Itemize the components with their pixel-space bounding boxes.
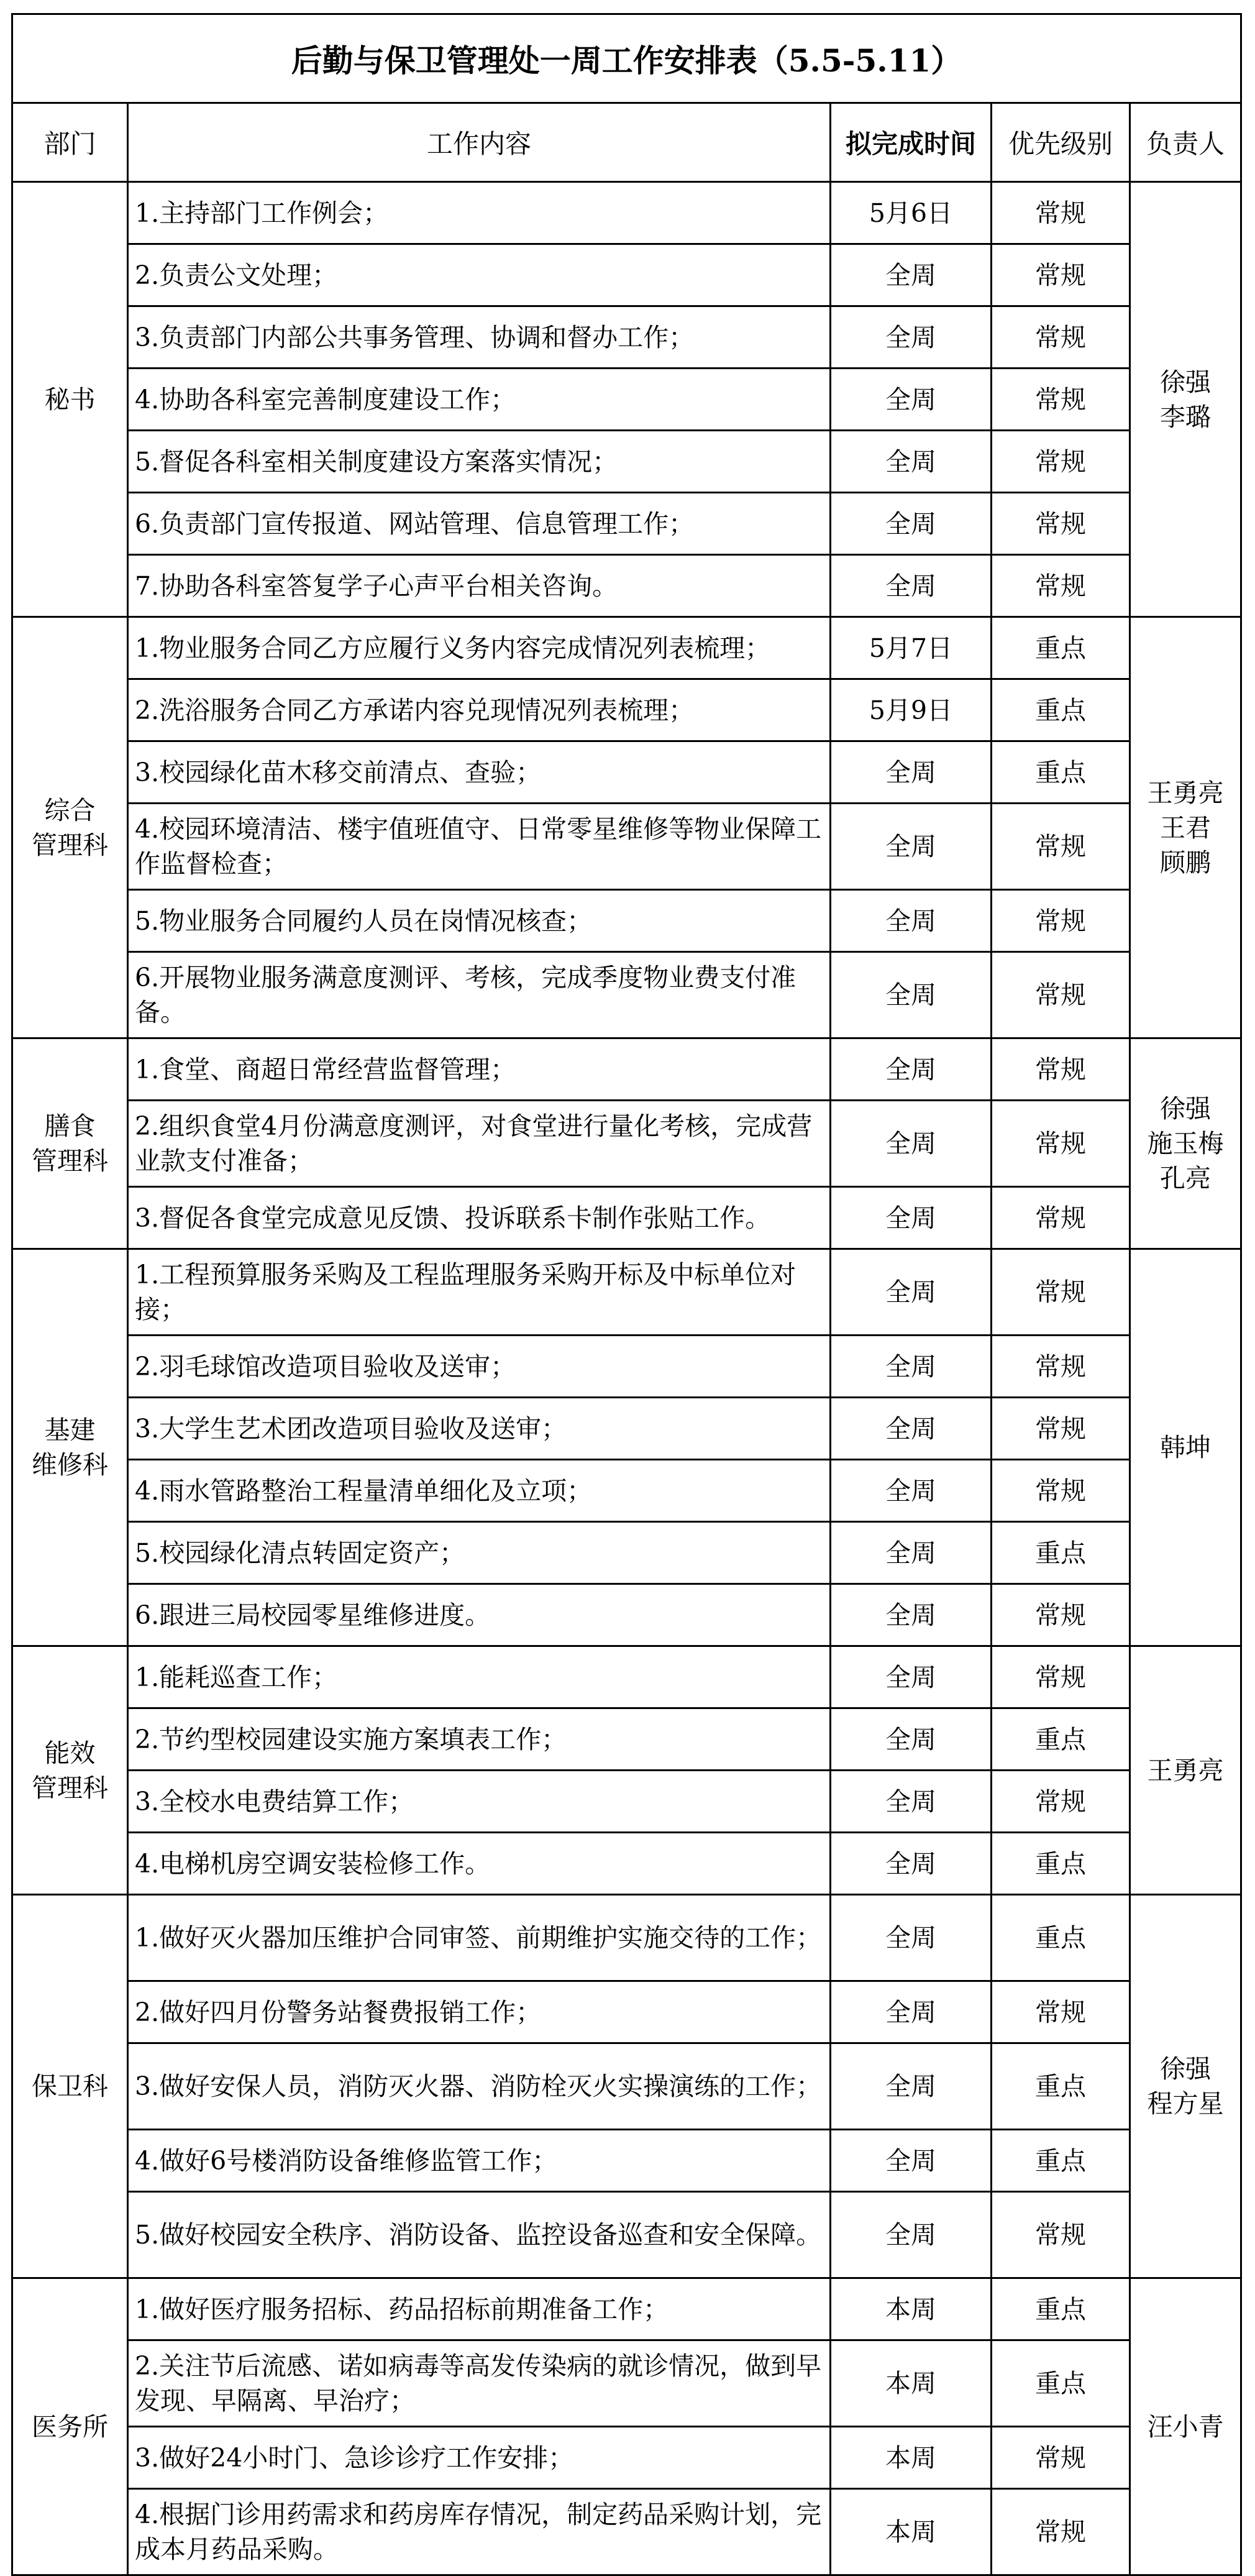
task-deadline: 全周 — [831, 1708, 992, 1771]
task-priority: 常规 — [992, 369, 1130, 431]
dept-name: 综合 — [44, 795, 96, 825]
dept-name: 管理科 — [32, 1772, 108, 1803]
task-deadline: 本周 — [831, 2340, 992, 2427]
task-content: 3.做好安保人员，消防灭火器、消防栓灭火实操演练的工作； — [128, 2043, 831, 2130]
task-content: 5.做好校园安全秩序、消防设备、监控设备巡查和安全保障。 — [128, 2192, 831, 2278]
dept-cell — [12, 1249, 128, 1646]
task-content: 5.督促各科室相关制度建设方案落实情况； — [128, 431, 831, 493]
table-row — [12, 2278, 1241, 2340]
header-dept: 部门 — [12, 103, 128, 182]
task-priority: 常规 — [992, 431, 1130, 493]
owner-name: 王君 — [1160, 812, 1212, 843]
table-row — [12, 1249, 1241, 1336]
task-priority: 重点 — [992, 1522, 1130, 1584]
task-priority: 常规 — [992, 1398, 1130, 1460]
task-content: 4.根据门诊用药需求和药房库存情况，制定药品采购计划，完成本月药品采购。 — [128, 2489, 831, 2575]
task-priority: 重点 — [992, 617, 1130, 679]
task-priority: 重点 — [992, 741, 1130, 804]
task-content: 1.主持部门工作例会； — [128, 182, 831, 244]
task-content: 1.物业服务合同乙方应履行义务内容完成情况列表梳理； — [128, 617, 831, 679]
task-priority: 常规 — [992, 1981, 1130, 2043]
owner-name: 韩坤 — [1160, 1432, 1212, 1462]
task-content: 3.负责部门内部公共事务管理、协调和督办工作； — [128, 306, 831, 369]
task-deadline: 本周 — [831, 2278, 992, 2340]
task-deadline: 全周 — [831, 555, 992, 617]
task-priority: 重点 — [992, 1708, 1130, 1771]
table-row — [12, 1038, 1241, 1101]
table-row — [12, 1708, 1241, 1771]
dept-name: 管理科 — [32, 830, 108, 860]
task-deadline: 全周 — [831, 431, 992, 493]
task-deadline: 5月6日 — [831, 182, 992, 244]
task-priority: 常规 — [992, 1336, 1130, 1398]
task-deadline: 全周 — [831, 493, 992, 555]
task-priority: 常规 — [992, 890, 1130, 952]
dept-name: 膳食 — [44, 1111, 96, 1141]
task-deadline: 本周 — [831, 2427, 992, 2489]
task-content: 3.督促各食堂完成意见反馈、投诉联系卡制作张贴工作。 — [128, 1187, 831, 1249]
task-priority: 常规 — [992, 2192, 1130, 2278]
task-content: 2.负责公文处理； — [128, 244, 831, 306]
task-deadline: 全周 — [831, 1771, 992, 1833]
dept-name: 医务所 — [32, 2411, 108, 2442]
table-row — [12, 1646, 1241, 1708]
header-owner: 负责人 — [1130, 103, 1241, 182]
dept-cell — [12, 182, 128, 617]
owner-name: 汪小青 — [1147, 2411, 1224, 2442]
task-deadline: 全周 — [831, 1833, 992, 1895]
task-deadline: 全周 — [831, 1249, 992, 1336]
header-priority: 优先级别 — [992, 103, 1130, 182]
task-content: 4.做好6号楼消防设备维修监管工作； — [128, 2130, 831, 2192]
owner-name: 施玉梅 — [1147, 1129, 1224, 1158]
table-row — [12, 890, 1241, 952]
task-deadline: 本周 — [831, 2489, 992, 2575]
owner-cell — [1130, 1895, 1241, 2278]
task-deadline: 全周 — [831, 2043, 992, 2130]
table-row — [12, 1522, 1241, 1584]
task-priority: 重点 — [992, 2130, 1130, 2192]
task-content: 2.组织食堂4月份满意度测评，对食堂进行量化考核，完成营业款支付准备； — [128, 1101, 831, 1187]
table-row — [12, 2427, 1241, 2489]
task-priority: 常规 — [992, 1460, 1130, 1522]
task-priority: 常规 — [992, 1646, 1130, 1708]
dept-cell — [12, 1895, 128, 2278]
table-row — [12, 182, 1241, 244]
task-deadline: 5月7日 — [831, 617, 992, 679]
table-row — [12, 493, 1241, 555]
task-priority: 常规 — [992, 493, 1130, 555]
table-row — [12, 2130, 1241, 2192]
table-row — [12, 1187, 1241, 1249]
owner-name: 王勇亮 — [1147, 777, 1224, 808]
task-priority: 重点 — [992, 1833, 1130, 1895]
owner-name: 王勇亮 — [1147, 1755, 1224, 1785]
owner-cell — [1130, 617, 1241, 1038]
task-deadline: 全周 — [831, 1981, 992, 2043]
table-row — [12, 1584, 1241, 1646]
table-row — [12, 1833, 1241, 1895]
task-content: 6.跟进三局校园零星维修进度。 — [128, 1584, 831, 1646]
task-content: 2.关注节后流感、诺如病毒等高发传染病的就诊情况，做到早发现、早隔离、早治疗； — [128, 2340, 831, 2427]
task-deadline: 全周 — [831, 1646, 992, 1708]
task-priority: 常规 — [992, 1584, 1130, 1646]
task-content: 4.协助各科室完善制度建设工作； — [128, 369, 831, 431]
table-row — [12, 617, 1241, 679]
task-content: 1.能耗巡查工作； — [128, 1646, 831, 1708]
task-content: 4.电梯机房空调安装检修工作。 — [128, 1833, 831, 1895]
task-priority: 常规 — [992, 2489, 1130, 2575]
task-deadline: 全周 — [831, 1398, 992, 1460]
header-deadline: 拟完成时间 — [831, 103, 992, 182]
task-deadline: 全周 — [831, 1038, 992, 1101]
task-content: 2.洗浴服务合同乙方承诺内容兑现情况列表梳理； — [128, 679, 831, 741]
task-content: 6.负责部门宣传报道、网站管理、信息管理工作； — [128, 493, 831, 555]
task-content: 1.做好医疗服务招标、药品招标前期准备工作； — [128, 2278, 831, 2340]
task-content: 4.雨水管路整治工程量清单细化及立项； — [128, 1460, 831, 1522]
task-deadline: 全周 — [831, 1460, 992, 1522]
task-deadline: 5月9日 — [831, 679, 992, 741]
task-content: 5.物业服务合同履约人员在岗情况核查； — [128, 890, 831, 952]
owner-name: 徐强 — [1160, 2054, 1212, 2084]
table-row — [12, 1981, 1241, 2043]
dept-name: 管理科 — [32, 1146, 108, 1176]
table-row — [12, 2340, 1241, 2427]
task-priority: 常规 — [992, 244, 1130, 306]
task-deadline: 全周 — [831, 306, 992, 369]
task-priority: 常规 — [992, 1187, 1130, 1249]
task-content: 5.校园绿化清点转固定资产； — [128, 1522, 831, 1584]
task-content: 1.工程预算服务采购及工程监理服务采购开标及中标单位对接； — [128, 1249, 831, 1336]
task-deadline: 全周 — [831, 1522, 992, 1584]
table-row — [12, 1460, 1241, 1522]
task-deadline: 全周 — [831, 1895, 992, 1981]
dept-name: 能效 — [44, 1738, 96, 1768]
task-content: 3.全校水电费结算工作； — [128, 1771, 831, 1833]
table-row — [12, 431, 1241, 493]
task-priority: 重点 — [992, 1895, 1130, 1981]
task-content: 2.羽毛球馆改造项目验收及送审； — [128, 1336, 831, 1398]
task-priority: 常规 — [992, 182, 1130, 244]
owner-name: 孔亮 — [1160, 1163, 1212, 1193]
dept-cell — [12, 1038, 128, 1249]
task-deadline: 全周 — [831, 369, 992, 431]
task-deadline: 全周 — [831, 952, 992, 1038]
dept-cell — [12, 1646, 128, 1895]
task-content: 2.做好四月份警务站餐费报销工作； — [128, 1981, 831, 2043]
table-row — [12, 2489, 1241, 2575]
dept-name: 维修科 — [32, 1450, 108, 1480]
task-deadline: 全周 — [831, 2192, 992, 2278]
task-priority: 常规 — [992, 952, 1130, 1038]
task-content: 3.校园绿化苗木移交前清点、查验； — [128, 741, 831, 804]
owner-cell — [1130, 182, 1241, 617]
task-priority: 重点 — [992, 2043, 1130, 2130]
table-row — [12, 369, 1241, 431]
task-priority: 常规 — [992, 1101, 1130, 1187]
task-content: 1.做好灭火器加压维护合同审签、前期维护实施交待的工作； — [128, 1895, 831, 1981]
work-schedule-table — [11, 13, 1242, 2576]
task-content: 3.大学生艺术团改造项目验收及送审； — [128, 1398, 831, 1460]
table-row — [12, 306, 1241, 369]
task-priority: 常规 — [992, 2427, 1130, 2489]
task-priority: 常规 — [992, 804, 1130, 890]
table-row — [12, 2043, 1241, 2130]
owner-name: 程方星 — [1147, 2089, 1224, 2119]
task-deadline: 全周 — [831, 1584, 992, 1646]
table-row — [12, 244, 1241, 306]
table-row — [12, 952, 1241, 1038]
dept-name: 基建 — [44, 1415, 96, 1445]
table-row — [12, 1771, 1241, 1833]
task-priority: 常规 — [992, 306, 1130, 369]
table-row — [12, 1895, 1241, 1981]
task-deadline: 全周 — [831, 741, 992, 804]
task-content: 4.校园环境清洁、楼宇值班值守、日常零星维修等物业保障工作监督检查； — [128, 804, 831, 890]
table-body — [12, 182, 1241, 2575]
header-content: 工作内容 — [128, 103, 831, 182]
owner-name: 李璐 — [1160, 401, 1212, 432]
task-deadline: 全周 — [831, 890, 992, 952]
task-deadline: 全周 — [831, 244, 992, 306]
task-content: 3.做好24小时门、急诊诊疗工作安排； — [128, 2427, 831, 2489]
table-row — [12, 2192, 1241, 2278]
table-row — [12, 1336, 1241, 1398]
owner-cell — [1130, 1646, 1241, 1895]
task-priority: 常规 — [992, 1771, 1130, 1833]
task-priority: 常规 — [992, 1249, 1130, 1336]
task-deadline: 全周 — [831, 1336, 992, 1398]
table-row — [12, 741, 1241, 804]
owner-cell — [1130, 1038, 1241, 1249]
dept-cell — [12, 617, 128, 1038]
task-content: 6.开展物业服务满意度测评、考核，完成季度物业费支付准备。 — [128, 952, 831, 1038]
task-deadline: 全周 — [831, 2130, 992, 2192]
owner-name: 顾鹏 — [1160, 847, 1212, 878]
table-title: 后勤与保卫管理处一周工作安排表（5.5-5.11） — [12, 14, 1241, 103]
task-priority: 重点 — [992, 679, 1130, 741]
dept-name: 秘书 — [44, 384, 96, 415]
task-priority: 常规 — [992, 555, 1130, 617]
dept-cell — [12, 2278, 128, 2575]
owner-name: 徐强 — [1160, 1094, 1212, 1124]
table-row — [12, 555, 1241, 617]
task-content: 7.协助各科室答复学子心声平台相关咨询。 — [128, 555, 831, 617]
table-row — [12, 1398, 1241, 1460]
task-priority: 重点 — [992, 2340, 1130, 2427]
task-deadline: 全周 — [831, 1101, 992, 1187]
dept-name: 保卫科 — [32, 2071, 108, 2101]
owner-name: 徐强 — [1160, 367, 1212, 397]
task-priority: 常规 — [992, 1038, 1130, 1101]
table-row — [12, 804, 1241, 890]
owner-cell — [1130, 1249, 1241, 1646]
task-deadline: 全周 — [831, 804, 992, 890]
table-row — [12, 679, 1241, 741]
table-row — [12, 1101, 1241, 1187]
task-content: 2.节约型校园建设实施方案填表工作； — [128, 1708, 831, 1771]
owner-cell — [1130, 2278, 1241, 2575]
task-content: 1.食堂、商超日常经营监督管理； — [128, 1038, 831, 1101]
task-deadline: 全周 — [831, 1187, 992, 1249]
task-priority: 重点 — [992, 2278, 1130, 2340]
